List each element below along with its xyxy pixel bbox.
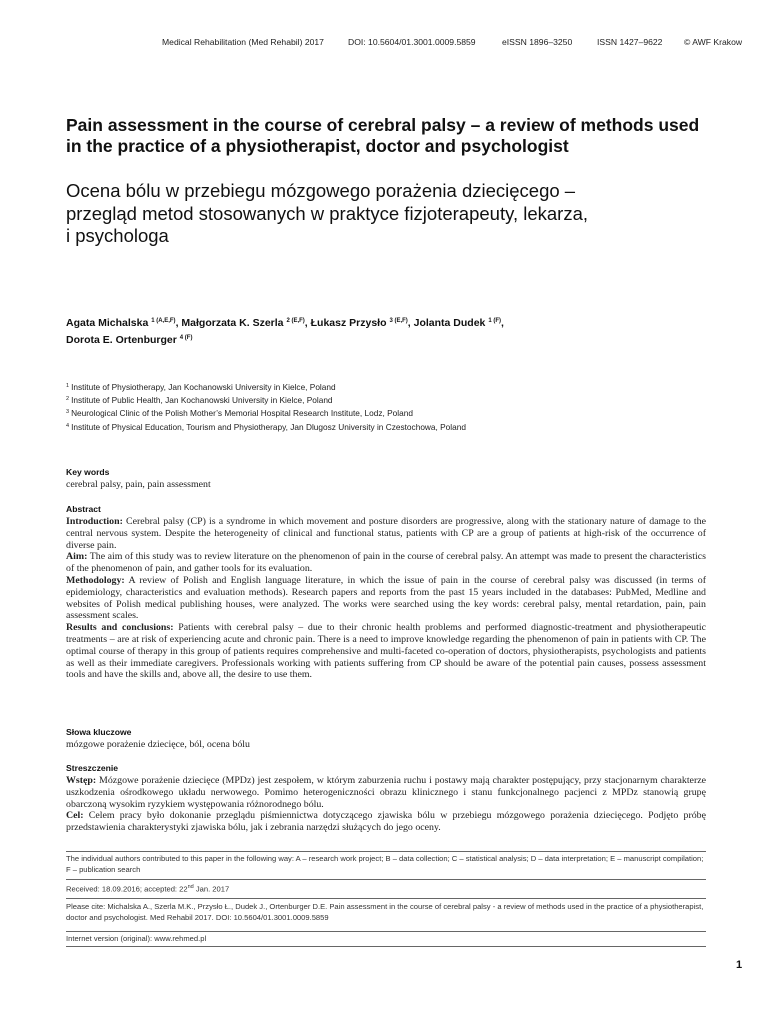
contribution-note: The individual authors contributed to this paper in the following way: A – research work project; B – data collection; C – statistical analysis; D – data interpretation; E – manuscript compilation; F – publication search <box>66 854 704 874</box>
internet-version-note <box>66 934 706 945</box>
affiliation-text: Institute of Physiotherapy, Jan Kochanowski University in Kielce, Poland <box>71 382 336 392</box>
divider <box>66 898 706 899</box>
affiliation-number: 4 <box>66 422 70 429</box>
title-english: Pain assessment in the course of cerebral palsy – a review of methods used in the practice of a physiotherapist, doctor and psychologist <box>66 115 700 156</box>
received-date-suffix: nd <box>187 884 194 890</box>
citation-note: Please cite: Michalska A., Szerla M.K., Przysło Ł., Dudek J., Ortenburger D.E. Pain assessment in the course of cerebral palsy - a review of methods used in the practice of a physiotherapist, doctor and psychologist. Med Rehabil 2017. DOI: 10.5604/01.3001.0009.5859 <box>66 902 704 922</box>
author-separator: , <box>501 317 504 329</box>
affiliation-text: Neurological Clinic of the Polish Mother’s Memorial Hospital Research Institute, Lodz, Poland <box>71 408 413 419</box>
author-affiliation-marker: 1 (F) <box>488 318 501 324</box>
author <box>311 317 414 329</box>
affiliation-list <box>66 380 706 433</box>
affiliation-item <box>66 393 706 406</box>
issn: ISSN 1427–9622 <box>597 37 663 47</box>
received-text: Received: 18.09.2016; accepted: 22 <box>66 884 188 894</box>
abstract-paragraph <box>66 575 706 622</box>
author-name: Dorota E. Ortenburger <box>66 334 177 346</box>
abstract-paragraph-text: A review of Polish and English language literature, in which the issue of pain in the course of cerebral palsy was discussed (in terms of epidemiology, characteristics and evaluation methods). Research papers and reports from the past 15 years included in the databases: PubMed, Medline and websites of Polish medical publishing houses, were analyzed. The works were searched using the key words: cerebral palsy, mental retardation, pain, pain assessment scales. <box>66 574 706 622</box>
author-list <box>66 314 706 348</box>
copyright: © AWF Krakow <box>684 37 743 47</box>
streszczenie-paragraph-heading: Wstęp: <box>66 775 97 786</box>
doi[interactable]: DOI: 10.5604/01.3001.0009.5859 <box>348 37 476 47</box>
abstract-paragraph <box>66 551 706 575</box>
affiliation-number: 3 <box>66 409 70 416</box>
streszczenie-paragraph-text: Mózgowe porażenie dziecięce (MPDz) jest zespołem, w którym zaburzenia ruchu i postawy mają charakter postępujący, przy stacjonarnym charakterze uszkodzenia ośrodkowego układu nerwowego. Pomimo heterogeniczności obrazu klinicznego i stanu funkcjonalnego pacjenci z MPDz stanowią grupę obarczoną wysokim ryzykiem występowania różnorodnego bólu. <box>66 775 706 810</box>
streszczenie-paragraph <box>66 775 706 810</box>
author <box>414 317 504 329</box>
affiliation-number: 1 <box>66 383 70 389</box>
author-separator: , <box>407 317 414 329</box>
eissn: eISSN 1896–3250 <box>502 37 573 47</box>
internet-version-link[interactable]: www.rehmed.pl <box>154 934 207 943</box>
author-separator: , <box>304 317 311 329</box>
streszczenie-paragraph <box>66 810 706 834</box>
affiliation-item <box>66 406 706 419</box>
slowa-kluczowe-label: Słowa kluczowe <box>66 727 132 737</box>
divider <box>66 879 706 880</box>
author-name: Łukasz Przysło <box>310 317 387 329</box>
title-polish-line-3: i psychologa <box>66 225 169 246</box>
divider <box>66 931 706 932</box>
abstract-paragraph-text: Cerebral palsy (CP) is a syndrome in which movement and posture disorders are progressive, along with the stationary nature of damage to the central nervous system. Despite the heterogeneity of clinical and functional status, patients with CP are a group of patients at high-risk of the occurrence of diverse pain. <box>66 516 706 551</box>
affiliation-text: Institute of Public Health, Jan Kochanowski University in Kielce, Poland <box>71 395 333 406</box>
divider <box>66 851 706 852</box>
abstract-paragraph-heading: Methodology: <box>66 574 125 586</box>
abstract-paragraph <box>66 516 706 551</box>
author <box>66 317 181 329</box>
received-note <box>66 882 706 895</box>
author-affiliation-marker: 2 (E,F) <box>286 318 305 324</box>
author-name: Małgorzata K. Szerla <box>181 317 284 329</box>
abstract-paragraph-text: Patients with cerebral palsy – due to their chronic health problems and performed diagnostic-treatment and physiotherapeutic treatments – are at risk of experiencing acute and chronic pain. There is a need to improve knowledge regarding the phenomenon of pain in patients with CP. The optimal course of therapy in this group of patients requires comprehensive and multi-faceted co-operation of doctors, physiotherapists, psychologists and patients as well as their immediate caregivers. Professionals working with patients suffering from CP should be aware of the potential pain causes, possess assessment tools and have the skills and, above all, the desire to use them. <box>66 622 706 681</box>
affiliation-text: Institute of Physical Education, Tourism and Physiotherapy, Jan Dlugosz University in Czestochowa, Poland <box>71 421 466 432</box>
abstract-paragraph <box>66 622 706 681</box>
divider <box>66 946 706 947</box>
author-name: Jolanta Dudek <box>413 317 486 329</box>
internet-version-label: Internet version (original): <box>66 934 153 943</box>
affiliation-item <box>66 380 706 393</box>
author-name: Agata Michalska <box>66 317 149 329</box>
streszczenie-body <box>66 775 706 834</box>
abstract-paragraph-heading: Aim: <box>66 551 88 563</box>
abstract-paragraph-heading: Results and conclusions: <box>66 622 174 634</box>
page-number: 1 <box>736 959 743 971</box>
abstract-paragraph-text: The aim of this study was to review literature on the phenomenon of pain in the course of cerebral palsy. An attempt was made to present the characteristics of the phenomenon of pain, and gather tools for its evaluation. <box>66 551 706 575</box>
author <box>66 334 192 346</box>
title-polish-line-1: Ocena bólu w przebiegu mózgowego porażenia dziecięcego – <box>66 180 576 201</box>
abstract-paragraph-heading: Introduction: <box>66 516 123 527</box>
author <box>181 317 310 329</box>
slowa-kluczowe-text: mózgowe porażenie dziecięce, ból, ocena bólu <box>66 739 250 750</box>
journal-name: Medical Rehabilitation (Med Rehabil) 2017 <box>162 37 324 47</box>
author-affiliation-marker: 4 (F) <box>179 335 193 341</box>
affiliation-item <box>66 420 706 433</box>
author-affiliation-marker: 3 (E,F) <box>389 318 408 324</box>
streszczenie-paragraph-heading: Cel: <box>66 810 84 822</box>
title-polish-line-2: przegląd metod stosowanych w praktyce fizjoterapeuty, lekarza, <box>66 202 589 224</box>
keywords-label: Key words <box>66 467 110 477</box>
author-affiliation-marker: 1 (A,E,F) <box>151 318 176 324</box>
keywords-text: cerebral palsy, pain, pain assessment <box>66 479 211 490</box>
author-separator: , <box>175 317 182 329</box>
streszczenie-paragraph-text: Celem pracy było dokonanie przeglądu piśmiennictwa dotyczącego zjawiska bólu w przebiegu mózgowego porażenia dziecięcego. Podjęto próbę przedstawienia charakterystyki zjawiska bólu, jak i zebrania narzędzi służących do jego oceny. <box>66 810 706 834</box>
title-polish <box>66 180 706 248</box>
abstract-label: Abstract <box>66 504 101 514</box>
abstract-body <box>66 516 706 681</box>
streszczenie-label: Streszczenie <box>66 763 119 773</box>
received-text-end: Jan. 2017 <box>193 884 230 894</box>
affiliation-number: 2 <box>66 396 70 403</box>
